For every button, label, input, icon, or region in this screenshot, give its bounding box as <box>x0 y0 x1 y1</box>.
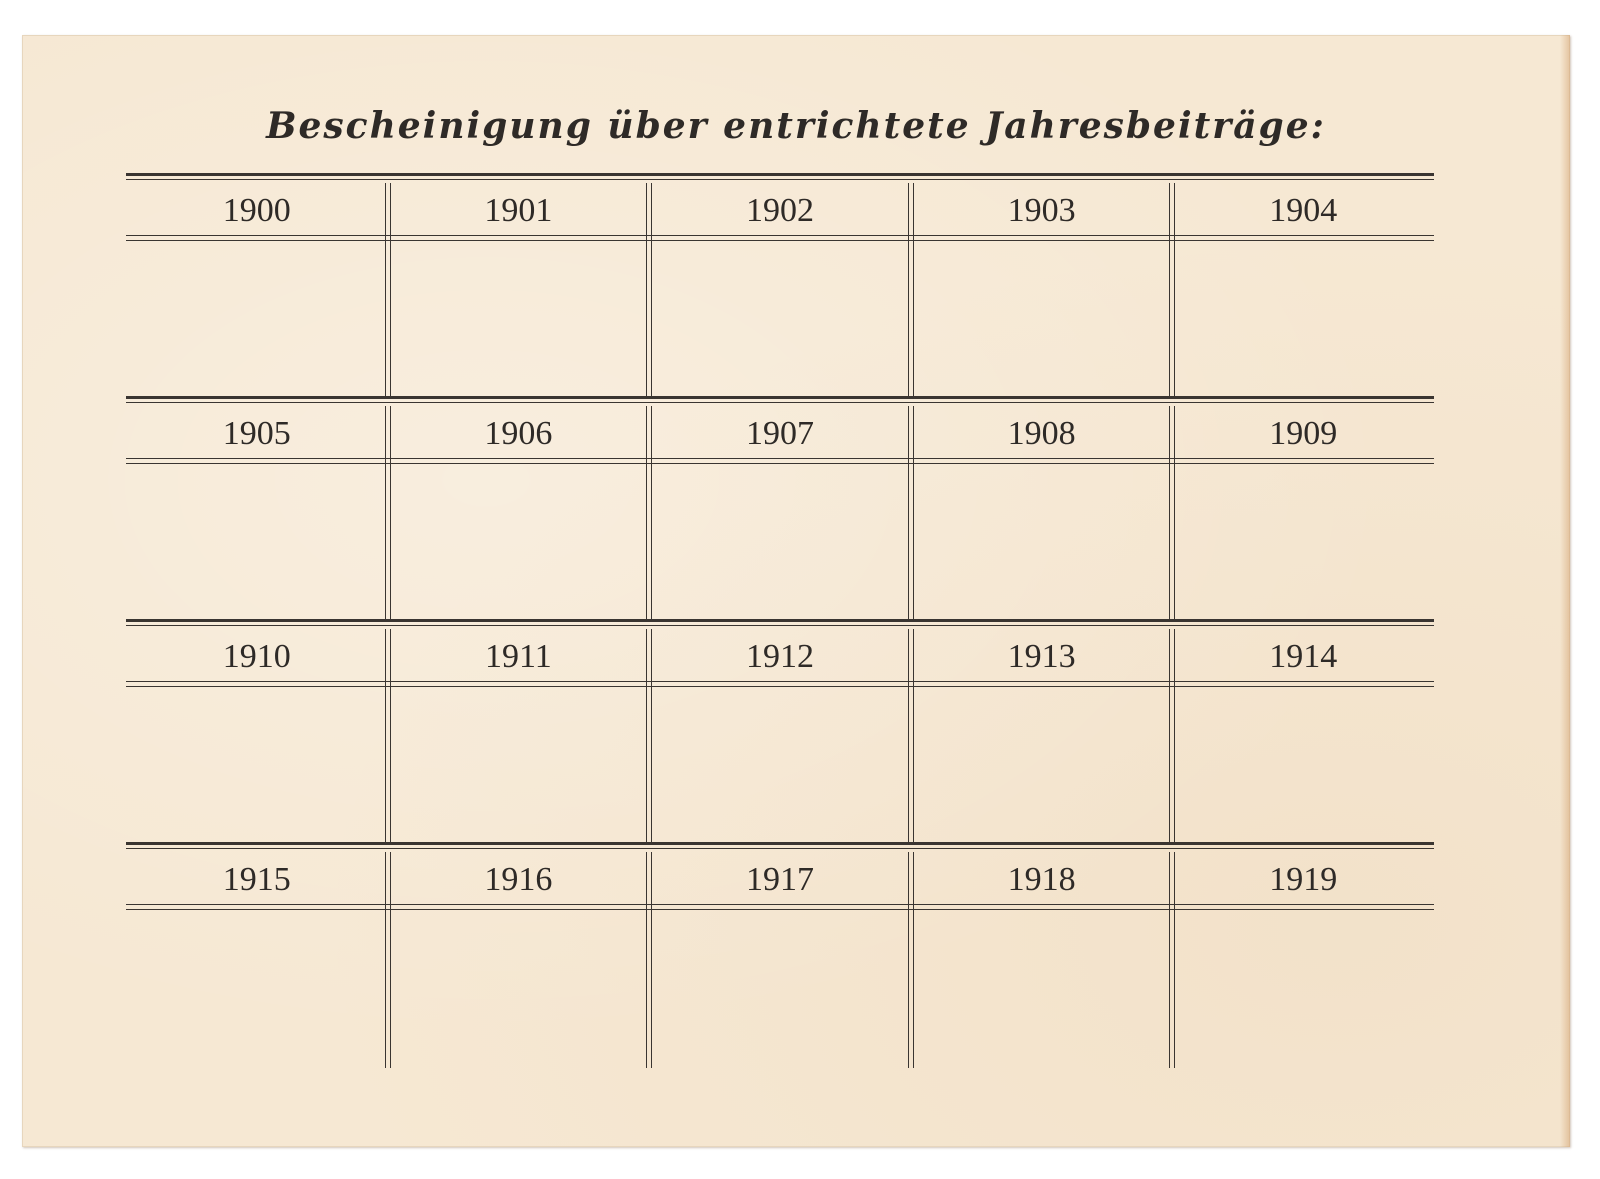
horizontal-rule <box>126 396 1434 399</box>
year-row <box>126 173 1434 395</box>
stamp-box <box>396 689 642 841</box>
column-divider <box>1169 183 1175 399</box>
year-label: 1916 <box>484 861 553 898</box>
year-row <box>126 842 1434 1064</box>
horizontal-rule <box>126 904 1434 905</box>
horizontal-rule <box>126 625 1434 626</box>
year-label: 1917 <box>745 861 814 898</box>
year-label: 1902 <box>745 192 814 229</box>
column-divider <box>1169 629 1175 845</box>
year-label: 1914 <box>1269 638 1338 675</box>
year-label: 1911 <box>485 638 552 675</box>
column-divider <box>908 406 914 622</box>
column-divider <box>385 183 391 399</box>
horizontal-rule <box>126 909 1434 910</box>
horizontal-rule <box>126 240 1434 241</box>
horizontal-rule <box>126 686 1434 687</box>
year-label: 1909 <box>1269 415 1338 452</box>
horizontal-rule <box>126 235 1434 236</box>
year-label: 1918 <box>1007 861 1076 898</box>
year-row <box>126 396 1434 618</box>
stamp-box <box>396 466 642 618</box>
stamp-box <box>1180 689 1426 841</box>
year-label: 1913 <box>1007 638 1076 675</box>
membership-card <box>22 35 1570 1147</box>
year-label: 1905 <box>222 415 291 452</box>
year-label: 1906 <box>484 415 553 452</box>
year-grid <box>126 173 1434 1063</box>
horizontal-rule <box>126 848 1434 849</box>
column-divider <box>646 629 652 845</box>
column-divider <box>646 852 652 1068</box>
stamp-box <box>1180 466 1426 618</box>
stamp-box <box>1180 243 1426 395</box>
stamp-box <box>657 689 903 841</box>
column-divider <box>646 406 652 622</box>
stamp-box <box>919 243 1165 395</box>
horizontal-rule <box>126 458 1434 459</box>
column-divider <box>1169 406 1175 622</box>
column-divider <box>908 183 914 399</box>
year-label: 1908 <box>1007 415 1076 452</box>
year-row <box>126 619 1434 841</box>
column-divider <box>385 406 391 622</box>
column-divider <box>908 852 914 1068</box>
year-label: 1901 <box>484 192 553 229</box>
stamp-box <box>134 466 380 618</box>
year-label: 1900 <box>222 192 291 229</box>
column-divider <box>1169 852 1175 1068</box>
stamp-box <box>1180 912 1426 1064</box>
stamp-box <box>134 243 380 395</box>
card-title: Bescheinigung über entrichtete Jahresbeiträge: <box>266 105 1326 147</box>
column-divider <box>385 629 391 845</box>
stamp-box <box>134 912 380 1064</box>
stamp-box <box>919 689 1165 841</box>
stamp-box <box>657 243 903 395</box>
stamp-box <box>919 466 1165 618</box>
stamp-box <box>919 912 1165 1064</box>
horizontal-rule <box>126 402 1434 403</box>
horizontal-rule <box>126 619 1434 622</box>
year-label: 1910 <box>222 638 291 675</box>
stamp-box <box>396 243 642 395</box>
column-divider <box>385 852 391 1068</box>
stamp-box <box>657 912 903 1064</box>
stamp-box <box>657 466 903 618</box>
year-label: 1907 <box>745 415 814 452</box>
year-label: 1912 <box>745 638 814 675</box>
year-label: 1903 <box>1007 192 1076 229</box>
column-divider <box>908 629 914 845</box>
stamp-box <box>396 912 642 1064</box>
year-label: 1904 <box>1269 192 1338 229</box>
horizontal-rule <box>126 681 1434 682</box>
year-label: 1915 <box>222 861 291 898</box>
year-label: 1919 <box>1269 861 1338 898</box>
stamp-box <box>134 689 380 841</box>
horizontal-rule <box>126 173 1434 176</box>
horizontal-rule <box>126 179 1434 180</box>
column-divider <box>646 183 652 399</box>
horizontal-rule <box>126 842 1434 845</box>
horizontal-rule <box>126 463 1434 464</box>
